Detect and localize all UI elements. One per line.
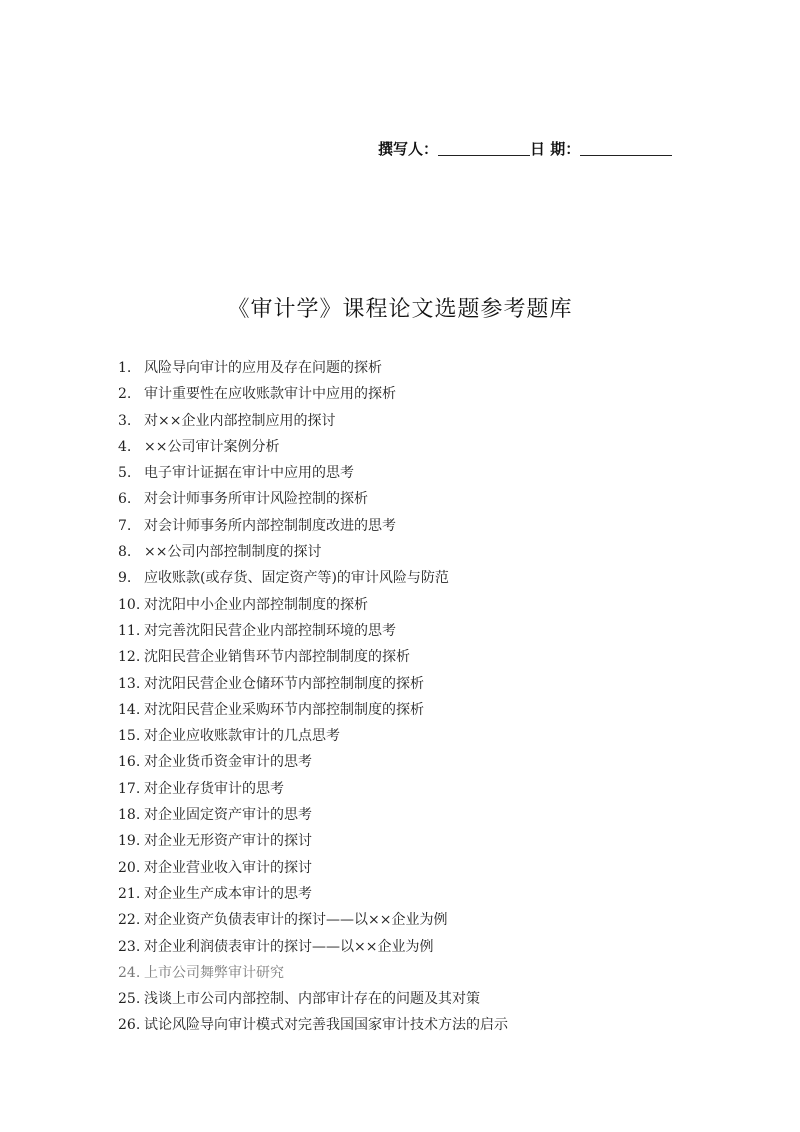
list-item-number: 14. (118, 701, 141, 718)
list-item (118, 355, 738, 381)
list-item-number: 12. (118, 649, 141, 666)
list-item-number: 11. (118, 622, 141, 639)
list-item-text: ××公司审计案例分析 (144, 438, 280, 455)
list-item-text: 试论风险导向审计模式对完善我国国家审计技术方法的启示 (144, 1017, 508, 1034)
list-item (118, 592, 738, 618)
list-item-number: 6. (118, 491, 132, 508)
list-item (118, 408, 738, 434)
list-item (118, 565, 738, 591)
list-item-text: 对企业存货审计的思考 (144, 780, 284, 797)
list-item (118, 697, 738, 723)
list-item (118, 934, 738, 960)
list-item-text: 沈阳民营企业销售环节内部控制制度的探析 (144, 649, 410, 666)
list-item-number: 3. (118, 412, 132, 429)
date-label: 日 期： (530, 140, 581, 158)
list-item (118, 881, 738, 907)
list-item (118, 460, 738, 486)
list-item (118, 539, 738, 565)
list-item-number: 17. (118, 780, 141, 797)
list-item-number: 19. (118, 833, 141, 850)
list-item-number: 8. (118, 544, 132, 561)
list-item-number: 15. (118, 728, 141, 745)
list-item-number: 7. (118, 517, 132, 534)
list-item-text: 对企业固定资产审计的思考 (144, 807, 312, 824)
list-item-text: 电子审计证据在审计中应用的思考 (144, 465, 354, 482)
list-item-text: 对企业资产负债表审计的探讨——以××企业为例 (144, 912, 448, 929)
list-item-text: 对会计师事务所内部控制制度改进的思考 (144, 517, 396, 534)
list-item-number: 21. (118, 885, 141, 902)
list-item (118, 776, 738, 802)
list-item-text: 对企业无形资产审计的探讨 (144, 833, 312, 850)
list-item (118, 434, 738, 460)
list-item-number: 23. (118, 938, 141, 955)
author-label: 撰写人： (378, 140, 439, 158)
list-item-text: 对会计师事务所审计风险控制的探析 (144, 491, 368, 508)
list-item (118, 907, 738, 933)
list-item (118, 486, 738, 512)
list-item-number: 1. (118, 360, 132, 376)
list-item-text: 审计重要性在应收账款审计中应用的探析 (144, 386, 396, 403)
list-item-number: 22. (118, 912, 141, 929)
page-title: 《审计学》课程论文选题参考题库 (227, 297, 573, 322)
list-item-number: 25. (118, 991, 141, 1008)
list-item-text: 上市公司舞弊审计研究 (144, 964, 284, 981)
list-item (118, 513, 738, 539)
list-item-text: 对完善沈阳民营企业内部控制环境的思考 (144, 622, 396, 639)
topic-list (118, 355, 738, 1039)
list-item (118, 828, 738, 854)
list-item (118, 618, 738, 644)
author-date-line (378, 138, 672, 159)
list-item-number: 26. (118, 1017, 141, 1034)
list-item (118, 986, 738, 1012)
list-item-text: 应收账款(或存货、固定资产等)的审计风险与防范 (144, 570, 449, 587)
list-item-number: 18. (118, 807, 141, 824)
list-item-text: 对企业利润债表审计的探讨——以××企业为例 (144, 938, 434, 955)
list-item (118, 1012, 738, 1038)
list-item (118, 749, 738, 775)
list-item-number: 16. (118, 754, 141, 771)
list-item (118, 381, 738, 407)
list-item-number: 13. (118, 675, 141, 692)
list-item (118, 644, 738, 670)
list-item-text: 对企业生产成本审计的思考 (144, 885, 312, 902)
list-item-text: ××公司内部控制制度的探讨 (144, 544, 322, 561)
list-item (118, 960, 738, 986)
list-item-text: 风险导向审计的应用及存在问题的探析 (144, 360, 382, 376)
list-item-number: 9. (118, 570, 132, 587)
list-item-text: 浅谈上市公司内部控制、内部审计存在的问题及其对策 (144, 991, 480, 1008)
list-item-text: 对企业营业收入审计的探讨 (144, 859, 312, 876)
list-item-text: 对企业应收账款审计的几点思考 (144, 728, 340, 745)
list-item-number: 4. (118, 438, 132, 455)
list-item-number: 24. (118, 964, 141, 981)
list-item-text: 对企业货币资金审计的思考 (144, 754, 312, 771)
list-item-number: 2. (118, 386, 132, 403)
list-item-number: 10. (118, 596, 141, 613)
list-item-text: 对沈阳中小企业内部控制制度的探析 (144, 596, 368, 613)
date-blank (580, 141, 672, 156)
author-blank (438, 141, 530, 156)
list-item-number: 5. (118, 465, 132, 482)
list-item (118, 802, 738, 828)
list-item (118, 723, 738, 749)
list-item-text: 对××企业内部控制应用的探讨 (144, 412, 336, 429)
list-item-text: 对沈阳民营企业仓储环节内部控制制度的探析 (144, 675, 424, 692)
list-item (118, 671, 738, 697)
list-item (118, 855, 738, 881)
list-item-number: 20. (118, 859, 141, 876)
list-item-text: 对沈阳民营企业采购环节内部控制制度的探析 (144, 701, 424, 718)
